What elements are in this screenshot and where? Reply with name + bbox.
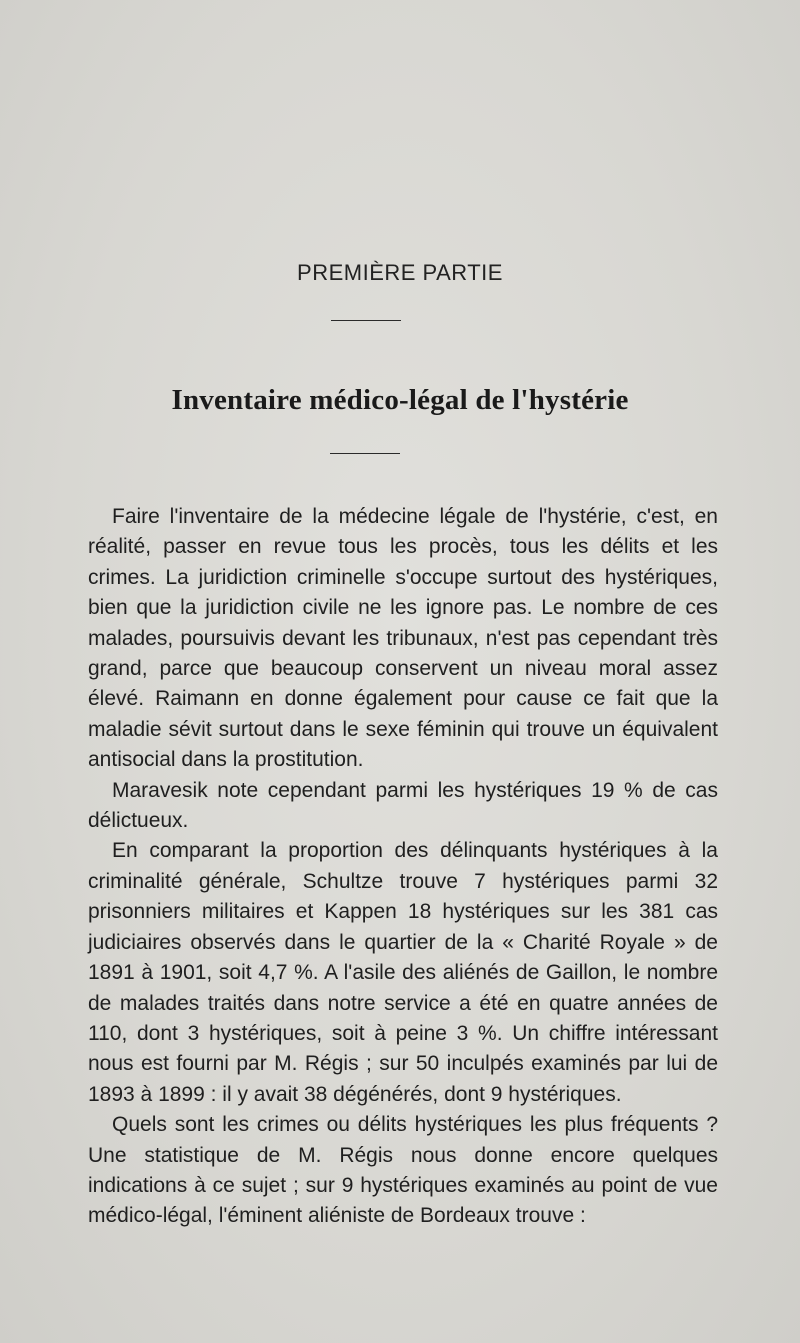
paragraph: Faire l'inventaire de la médecine légale de l'hystérie, c'est, en réalité, passer en revue tous les procès, tous les délits et les crimes. La juridiction criminelle s'occupe surtout des hystériques, bien que la juridiction civile ne les ignore pas. Le nombre de ces malades, poursuivis devant les tribunaux, n'est pas cependant très grand, parce que beaucoup conservent un niveau moral assez élevé. Raimann en donne également pour cause ce fait que la maladie sévit surtout dans le sexe féminin qui trouve un équivalent antisocial dans la prostitution. — [88, 505, 718, 772]
heading-divider-top — [331, 320, 401, 321]
part-heading: PREMIÈRE PARTIE — [297, 260, 503, 285]
paragraph: Quels sont les crimes ou délits hystériques les plus fréquents ? Une statistique de M. Régis nous donne encore quelques indications à ce sujet ; sur 9 hystériques examinés au point de vue médico-légal, l'éminent aliéniste de Bordeaux trouve : — [88, 1113, 718, 1228]
paragraph: Maravesik note cependant parmi les hystériques 19 % de cas délictueux. — [88, 778, 718, 833]
paragraph: En comparant la proportion des délinquants hystériques à la criminalité générale, Schultze trouve 7 hystériques parmi 32 prisonniers militaires et Kappen 18 hystériques sur les 381 cas judiciaires observés dans le quartier de la « Charité Royale » de 1891 à 1901, soit 4,7 %. A l'asile des aliénés de Gaillon, le nombre de malades traités dans notre service a été en quatre années de 110, dont 3 hystériques, soit à peine 3 %. Un chiffre intéressant nous est fourni par M. Régis ; sur 50 inculpés examinés par lui de 1893 à 1899 : il y avait 38 dégénérés, dont 9 hystériques. — [88, 839, 718, 1106]
chapter-title: Inventaire médico-légal de l'hystérie — [171, 384, 629, 416]
body-text — [88, 502, 718, 1232]
heading-divider-bottom — [330, 453, 400, 454]
